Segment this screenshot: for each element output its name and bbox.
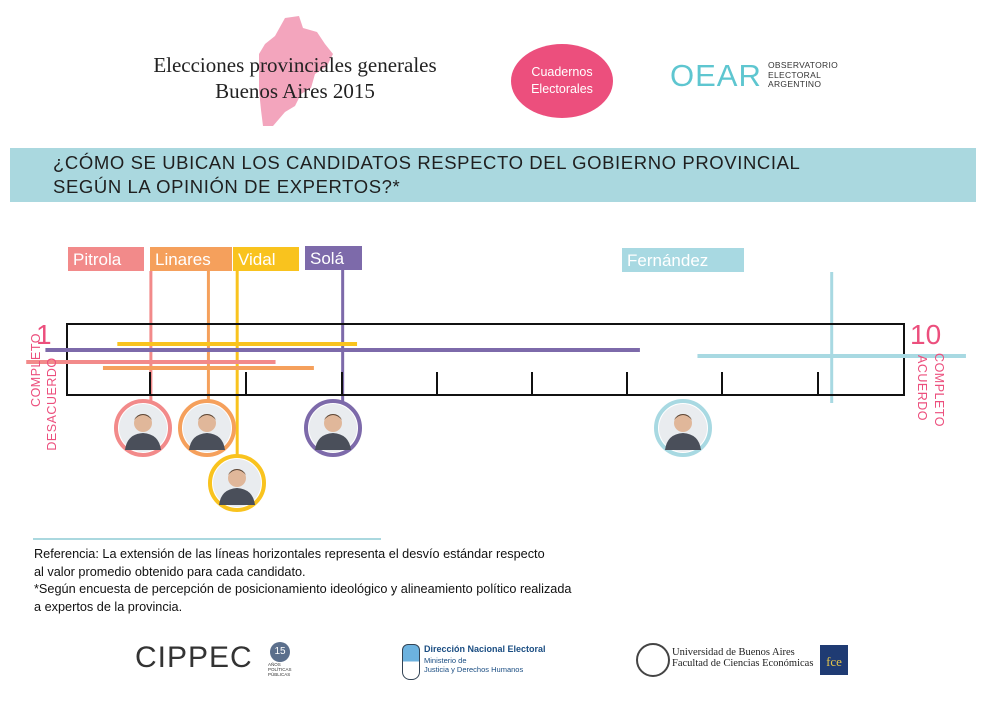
oear-name [768, 61, 838, 90]
reference-line-2: al valor promedio obtenido para cada candidato. [34, 564, 306, 579]
reference-line-1: Referencia: La extensión de las líneas horizontales representa el desvío estándar respecto [34, 547, 545, 561]
scale-frame [67, 324, 904, 395]
dne-title: Dirección Nacional Electoral [424, 644, 546, 654]
uba-line-1: Universidad de Buenos Aires [672, 647, 795, 658]
left-end-word-1: COMPLETO [29, 333, 43, 407]
fce-logo: fce [820, 645, 848, 675]
title-line-1: Elecciones provinciales generales [153, 53, 437, 77]
label-fernandez: Fernández [627, 251, 709, 270]
avatar-vidal [210, 456, 264, 510]
oear-line-2: ELECTORAL [768, 69, 822, 80]
right-end-word-2: ACUERDO [915, 354, 929, 422]
left-end-word-2: DESACUERDO [45, 357, 59, 451]
right-end-word-1: COMPLETO [932, 353, 946, 427]
cippec-subtitle: AÑOS POLÍTICAS PÚBLICAS [268, 662, 292, 677]
question-line-2: SEGÚN LA OPINIÓN DE EXPERTOS?* [53, 176, 401, 197]
title-line-2: Buenos Aires 2015 [215, 79, 375, 103]
dne-subtitle [424, 657, 523, 674]
avatar-sola [306, 401, 360, 455]
question-line-1: ¿CÓMO SE UBICAN LOS CANDIDATOS RESPECTO DEL GOBIERNO PROVINCIAL [53, 152, 801, 173]
notes [34, 546, 754, 616]
argentina-shield-icon [402, 644, 420, 680]
uba-seal-icon [636, 643, 670, 677]
avatar-fernandez [656, 401, 710, 455]
footnote-line-1: *Según encuesta de percepción de posicionamiento ideológico y alineamiento político realizada [34, 582, 572, 596]
cippec-logo: CIPPEC [135, 641, 253, 674]
uba-name [672, 647, 813, 669]
label-vidal: Vidal [238, 250, 276, 269]
scale-max-number: 10 [910, 319, 942, 350]
label-sola: Solá [310, 249, 345, 268]
cippec-anniversary-badge: 15 [270, 642, 290, 662]
badge-line-2: Electorales [531, 82, 593, 96]
label-pitrola: Pitrola [73, 250, 122, 269]
page-title [100, 52, 490, 104]
scale-min-number: 1 [36, 319, 52, 350]
footnote-line-2: a expertos de la provincia. [34, 599, 183, 614]
uba-line-2: Facultad de Ciencias Económicas [672, 658, 814, 669]
cuadernos-badge [511, 44, 613, 118]
oear-logo: OEAR [670, 58, 762, 93]
oear-line-3: ARGENTINO [768, 79, 822, 89]
oear-line-1: OBSERVATORIO [768, 60, 839, 70]
candidate-position-chart [0, 220, 984, 525]
badge-line-1: Cuadernos [531, 65, 593, 79]
avatar-linares [180, 401, 234, 455]
label-linares: Linares [155, 250, 211, 269]
question-text [53, 151, 800, 199]
dne-sub-1: Ministerio de [424, 656, 467, 665]
notes-divider [33, 538, 381, 540]
dne-sub-2: Justicia y Derechos Humanos [424, 664, 524, 674]
avatar-pitrola [116, 401, 170, 455]
